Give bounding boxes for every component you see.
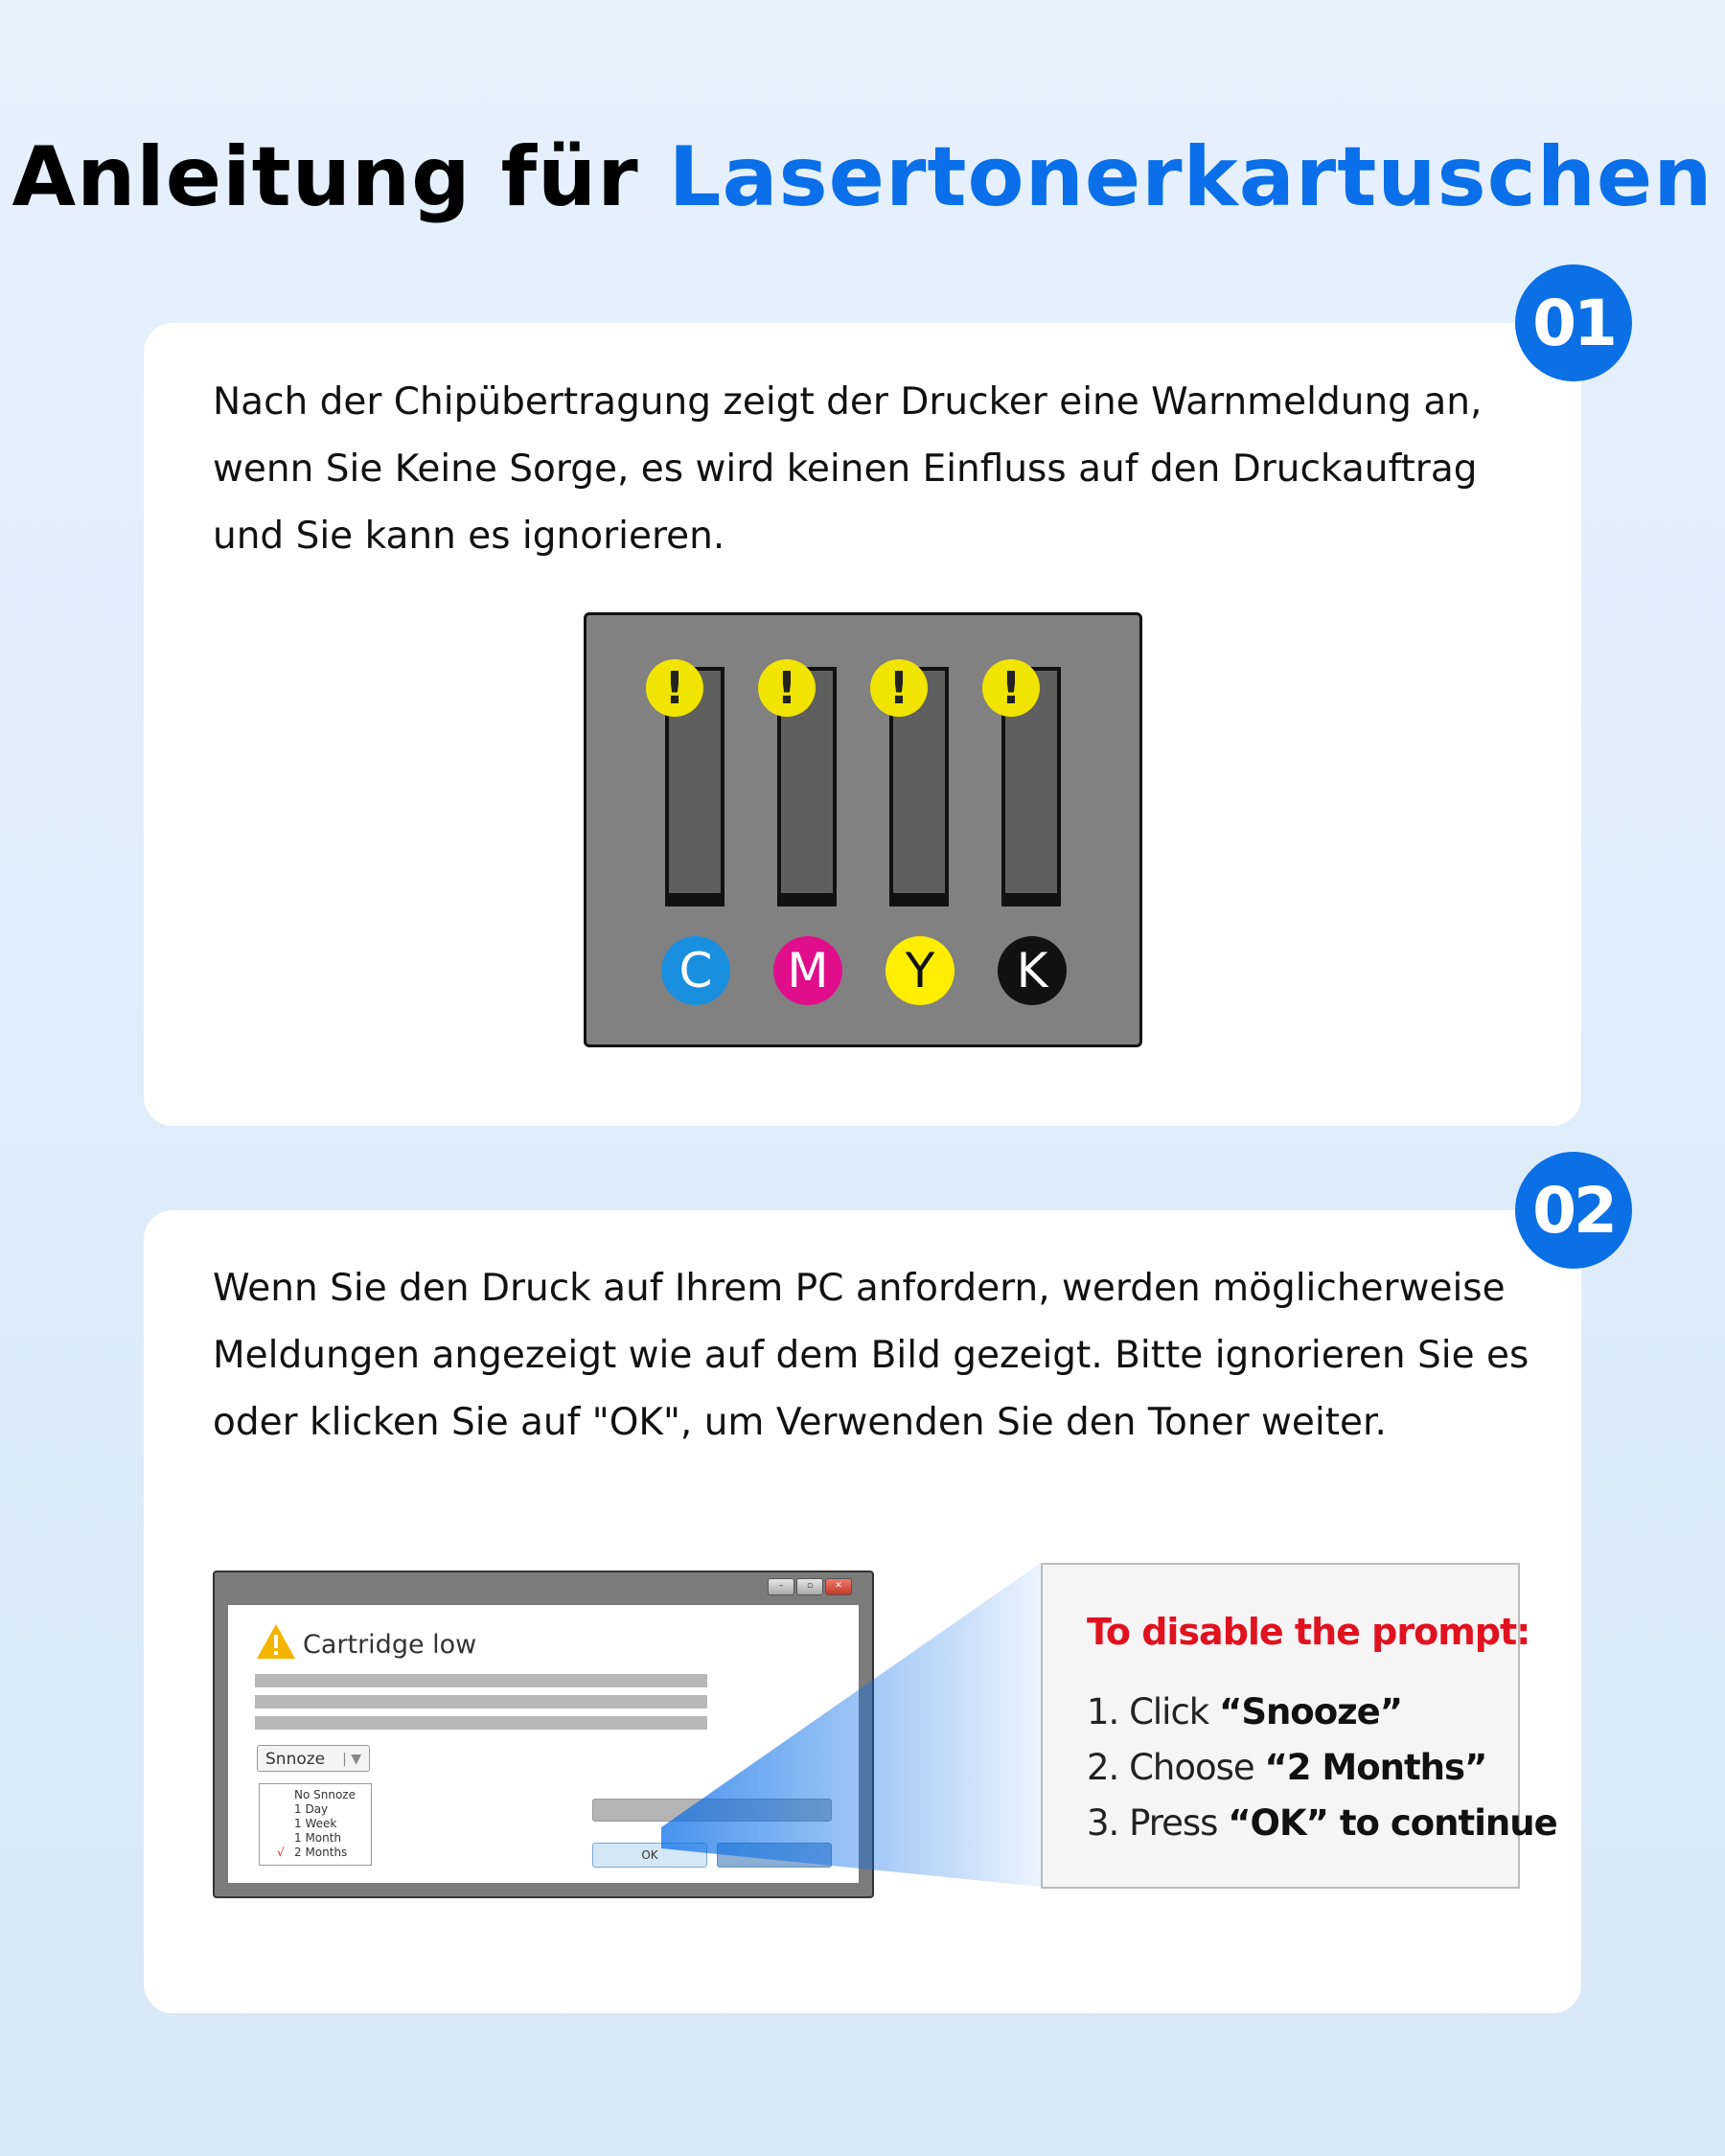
snooze-select[interactable]: Snnoze | ▼ bbox=[257, 1745, 370, 1772]
text-placeholder-bar bbox=[255, 1716, 707, 1730]
ink-label-magenta: M bbox=[773, 936, 842, 1005]
step1-text: Nach der Chipübertragung zeigt der Drucker eine Warnmeldung an, wenn Sie Keine Sorge, es wird keinen Einfluss auf den Druckauftrag und Sie kann es ignorieren. bbox=[213, 380, 1483, 558]
option-1-month[interactable]: 1 Month bbox=[294, 1831, 342, 1845]
title-part1: Anleitung für bbox=[12, 129, 669, 225]
instructions-callout bbox=[1041, 1563, 1557, 1889]
warning-icon: ! bbox=[870, 659, 928, 717]
callout-title: To disable the prompt: bbox=[1087, 1611, 1530, 1653]
chevron-down-icon: | ▼ bbox=[342, 1752, 361, 1767]
close-icon[interactable]: ✕ bbox=[825, 1578, 852, 1595]
check-icon: √ bbox=[277, 1846, 285, 1859]
maximize-icon[interactable]: ▫ bbox=[796, 1578, 823, 1595]
dialog-message: Cartridge low bbox=[303, 1630, 477, 1660]
title-part2: Lasertonerkartuschen bbox=[668, 129, 1714, 225]
step2-card bbox=[144, 1210, 1581, 2013]
option-no-snooze[interactable]: No Snnoze bbox=[294, 1788, 356, 1801]
text-placeholder-bar bbox=[255, 1695, 707, 1709]
ink-label-black: K bbox=[998, 936, 1067, 1005]
step2-text: Wenn Sie den Druck auf Ihrem PC anfordern, werden möglicherweise Meldungen angezeigt wie auf dem Bild gezeigt. Bitte ignorieren Sie es oder klicken Sie auf "OK", um Verwenden Sie den Toner weiter. bbox=[213, 1267, 1530, 1444]
warning-icon: ! bbox=[982, 659, 1040, 717]
warning-triangle-icon bbox=[255, 1622, 297, 1661]
ok-button[interactable]: OK bbox=[592, 1843, 707, 1868]
option-1-week[interactable]: 1 Week bbox=[294, 1817, 337, 1830]
snooze-options-list bbox=[259, 1783, 372, 1866]
warning-icon: ! bbox=[646, 659, 703, 717]
step1-card bbox=[144, 323, 1581, 1126]
page-title bbox=[0, 129, 1725, 225]
option-1-day[interactable]: 1 Day bbox=[294, 1802, 329, 1816]
zoom-beam bbox=[661, 1561, 1045, 1887]
instruction-step-2: 2. Choose “2 Months” bbox=[1087, 1747, 1487, 1788]
ink-label-yellow: Y bbox=[886, 936, 954, 1005]
printer-cartridge-panel bbox=[584, 612, 1142, 1047]
instruction-step-3: 3. Press “OK” to continue bbox=[1087, 1802, 1557, 1844]
warning-icon: ! bbox=[758, 659, 816, 717]
instruction-step-1: 1. Click “Snooze” bbox=[1087, 1691, 1403, 1732]
minimize-icon[interactable]: – bbox=[768, 1578, 794, 1595]
ink-label-cyan: C bbox=[661, 936, 730, 1005]
step-badge-01: 01 bbox=[1515, 264, 1632, 381]
step-badge-02: 02 bbox=[1515, 1152, 1632, 1269]
option-2-months[interactable]: √ 2 Months bbox=[277, 1846, 348, 1859]
text-placeholder-bar bbox=[255, 1674, 707, 1687]
